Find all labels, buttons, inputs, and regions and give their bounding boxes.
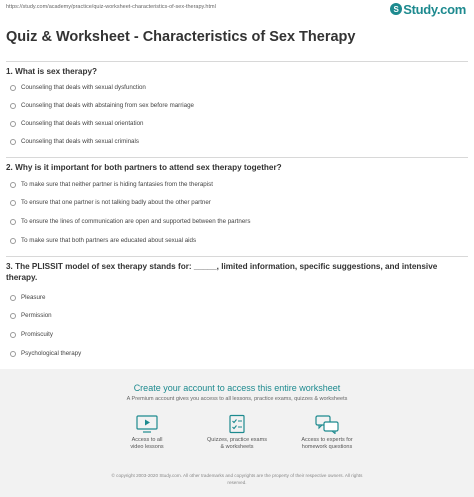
feature-experts bbox=[282, 414, 372, 451]
option-label: To make sure that neither partner is hiding fantasies from the therapist bbox=[21, 181, 213, 188]
answer-option[interactable] bbox=[10, 312, 52, 319]
radio-icon[interactable] bbox=[10, 85, 16, 91]
question-2: 2. Why is it important for both partners to attend sex therapy together? bbox=[6, 163, 282, 172]
feature-label bbox=[102, 437, 192, 451]
radio-icon[interactable] bbox=[10, 313, 16, 319]
radio-icon[interactable] bbox=[10, 121, 16, 127]
feature-label bbox=[282, 437, 372, 451]
feature-quizzes bbox=[192, 414, 282, 451]
logo-mark-icon: S bbox=[390, 3, 402, 15]
answer-option[interactable] bbox=[10, 102, 194, 109]
promo-subtext: A Premium account gives you access to all lessons, practice exams, quizzes & worksheets bbox=[126, 396, 348, 402]
answer-option[interactable] bbox=[10, 331, 53, 338]
feature-label-line: & worksheets bbox=[220, 444, 254, 450]
answer-option[interactable] bbox=[10, 350, 81, 357]
option-label: Counseling that deals with sexual dysfunction bbox=[21, 84, 146, 91]
answer-option[interactable] bbox=[10, 181, 213, 188]
answer-option[interactable] bbox=[10, 237, 196, 244]
answer-option[interactable] bbox=[10, 218, 250, 225]
question-1: 1. What is sex therapy? bbox=[6, 67, 98, 76]
option-label: Counseling that deals with sexual criminals bbox=[21, 138, 139, 145]
radio-icon[interactable] bbox=[10, 219, 16, 225]
experts-chat-icon bbox=[314, 414, 340, 434]
option-label: Psychological therapy bbox=[21, 350, 82, 357]
answer-option[interactable] bbox=[10, 120, 143, 127]
logo-text: Study.com bbox=[403, 1, 466, 17]
radio-icon[interactable] bbox=[10, 351, 16, 357]
option-label: To ensure that one partner is not talking badly about the other partner bbox=[21, 199, 211, 206]
quiz-exams-icon bbox=[224, 414, 250, 434]
divider bbox=[6, 256, 468, 257]
video-lessons-icon bbox=[134, 414, 160, 434]
radio-icon[interactable] bbox=[10, 182, 16, 188]
feature-label-line: Access to all bbox=[131, 437, 163, 443]
copyright-line: reserved. bbox=[227, 480, 247, 485]
radio-icon[interactable] bbox=[10, 139, 16, 145]
question-3: 3. The PLISSIT model of sex therapy stands for: _____, limited information, specific suggestions, and intensive therapy. bbox=[6, 262, 438, 282]
radio-icon[interactable] bbox=[10, 332, 16, 338]
answer-option[interactable] bbox=[10, 294, 45, 301]
study-com-logo[interactable] bbox=[390, 2, 466, 16]
radio-icon[interactable] bbox=[10, 103, 16, 109]
feature-label-line: video lessons bbox=[130, 444, 164, 450]
divider bbox=[6, 157, 468, 158]
option-label: Counseling that deals with abstaining from sex before marriage bbox=[21, 102, 194, 109]
radio-icon[interactable] bbox=[10, 295, 16, 301]
radio-icon[interactable] bbox=[10, 238, 16, 244]
feature-label-line: Access to experts for bbox=[301, 437, 353, 443]
option-label: Counseling that deals with sexual orientation bbox=[21, 120, 144, 127]
feature-label-line: Quizzes, practice exams bbox=[207, 437, 267, 443]
option-label: Permission bbox=[21, 312, 52, 319]
radio-icon[interactable] bbox=[10, 200, 16, 206]
create-account-link[interactable]: Create your account to access this entire worksheet bbox=[133, 383, 341, 393]
copyright-line: © copyright 2003-2020 Study.com. All other trademarks and copyrights are the property of their respective owners. All rights bbox=[111, 473, 363, 478]
answer-option[interactable] bbox=[10, 199, 211, 206]
answer-option[interactable] bbox=[10, 84, 146, 91]
page-header bbox=[0, 0, 474, 17]
feature-label bbox=[192, 437, 282, 451]
option-label: To ensure the lines of communication are open and supported between the partners bbox=[21, 218, 251, 225]
copyright-footer bbox=[0, 472, 474, 486]
page-title: Quiz & Worksheet - Characteristics of Sex Therapy bbox=[6, 29, 356, 45]
divider bbox=[6, 61, 468, 62]
option-label: To make sure that both partners are educated about sexual aids bbox=[21, 237, 197, 244]
option-label: Pleasure bbox=[21, 294, 46, 301]
feature-video-lessons bbox=[102, 414, 192, 451]
page-url: https://study.com/academy/practice/quiz-worksheet-characteristics-of-sex-therapy.html bbox=[6, 4, 216, 10]
feature-label-line: homework questions bbox=[301, 444, 353, 450]
answer-option[interactable] bbox=[10, 138, 139, 145]
option-label: Promiscuity bbox=[21, 331, 53, 338]
